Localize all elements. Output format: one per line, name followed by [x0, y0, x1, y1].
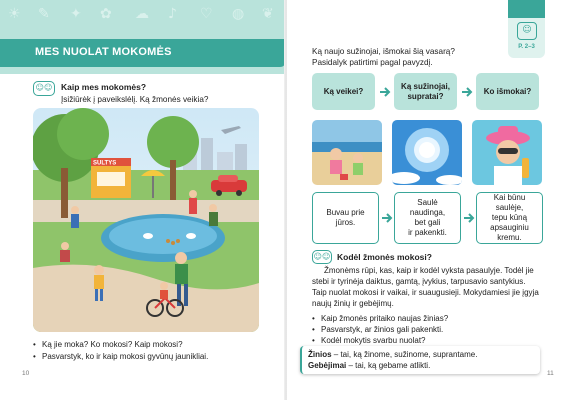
answer-box-sea — [312, 192, 379, 244]
answer-line: naudinga, — [409, 208, 446, 217]
list-item: • Pasvarstyk, ko ir kaip mokosi gyvūnų jaunikliai. — [33, 351, 208, 363]
flow-box-learned: Ką sužinojai, supratai? — [394, 73, 457, 110]
page-number: 10 — [22, 370, 30, 377]
doodle-note-icon: ♪ — [168, 6, 177, 22]
answer-box-sunscreen — [476, 192, 543, 244]
list-item: • Pasvarstyk, ar žinios gali pakenkti. — [312, 324, 448, 335]
flow-box-what-did: Ką veikei? — [312, 73, 375, 110]
doodle-pencil-icon: ✎ — [38, 6, 50, 22]
left-page — [0, 0, 286, 400]
doodle-cloud-icon: ☁ — [135, 6, 149, 22]
paragraph-line: stebi ir tyrinėja daiktus, gamtą, įvykius, tarpusavio santykius. — [312, 277, 526, 286]
list-item: • Kodėl mokytis svarbu nuolat? — [312, 335, 448, 346]
answer-line: Saulė — [417, 198, 438, 207]
answer-line: kremu. — [497, 233, 522, 242]
paragraph-line: Taip nuolat mokosi ir vaikai, ir suaugusieji. Mokydamiesi jie įgyja — [312, 288, 539, 297]
arrow-right-icon — [381, 212, 393, 224]
intro-text — [312, 46, 502, 68]
doodle-globe-icon: ◍ — [232, 6, 245, 22]
right-page — [287, 0, 573, 400]
thinking-heads-icon: ☺☺ — [312, 250, 332, 264]
right-bullet-list — [312, 313, 448, 346]
kiosk-sign: SULTYS — [93, 160, 117, 167]
answer-line: Kai būnu saulėje, — [493, 193, 526, 212]
answer-box-sun — [394, 192, 461, 244]
arrow-right-icon — [461, 86, 473, 98]
section-title: Kodėl žmonės mokosi? — [337, 252, 432, 262]
thinking-heads-icon: ☺☺ — [33, 81, 55, 96]
badge-text: P. 2–3 — [518, 44, 535, 50]
definition-term: Gebėjimai — [308, 361, 347, 370]
doodle-sun-icon: ☀ — [8, 6, 21, 22]
intro-line: Pasidalyk patirtimi pagal pavyzdį. — [312, 58, 433, 67]
doodle-star-icon: ✦ — [70, 6, 82, 22]
paragraph-line: naujų žinių ir gebėjimų. — [312, 299, 394, 308]
section-paragraph — [312, 265, 562, 309]
chapter-tab — [508, 0, 545, 18]
arrow-right-icon — [463, 212, 475, 224]
section-title: Kaip mes mokomės? — [61, 82, 147, 92]
answer-line: jūros. — [335, 218, 356, 227]
definition-text: – tai, ką žinome, sužinome, suprantame. — [331, 350, 478, 359]
doodle-leaf-icon: ❦ — [262, 6, 274, 22]
answer-line: tepu kūną — [491, 213, 528, 222]
photo-sun — [392, 120, 462, 185]
doodle-heart-icon: ♡ — [200, 6, 213, 22]
definition-box — [300, 346, 540, 374]
list-item: • Kaip žmonės pritaiko naujas žinias? — [312, 313, 448, 324]
park-illustration — [33, 108, 259, 332]
left-bullet-list — [33, 339, 208, 363]
answer-line: Buvau prie — [326, 208, 365, 217]
paragraph-line: Žmonėms rūpi, kas, kaip ir kodėl vyksta pasaulyje. Todėl jie — [324, 266, 534, 275]
doodle-flower-icon: ✿ — [100, 6, 112, 22]
flow-box-skills: Ko išmokai? — [476, 73, 539, 110]
answer-line: apsauginiu — [490, 223, 529, 232]
definition-term: Žinios — [308, 350, 332, 359]
photo-girl-sunscreen — [472, 120, 542, 185]
definition-text: – tai, ką gebame atlikti. — [346, 361, 431, 370]
photo-beach-children — [312, 120, 382, 185]
answer-line: bet gali — [414, 218, 441, 227]
definition-row — [308, 349, 534, 360]
arrow-right-icon — [379, 86, 391, 98]
people-group-icon: ☺ — [517, 22, 537, 40]
answer-line: ir pakenkti. — [408, 228, 447, 237]
competence-badge — [508, 18, 545, 58]
list-item: • Ką jie moka? Ko mokosi? Kaip mokosi? — [33, 339, 208, 351]
definition-row — [308, 360, 534, 371]
page-number: 11 — [547, 370, 554, 377]
page-title: MES NUOLAT MOKOMĖS — [35, 46, 172, 58]
section-text: Įsižiūrėk į paveikslėlį. Ką žmonės veikia? — [61, 95, 209, 104]
intro-line: Ką naujo sužinojai, išmokai šią vasarą? — [312, 47, 455, 56]
